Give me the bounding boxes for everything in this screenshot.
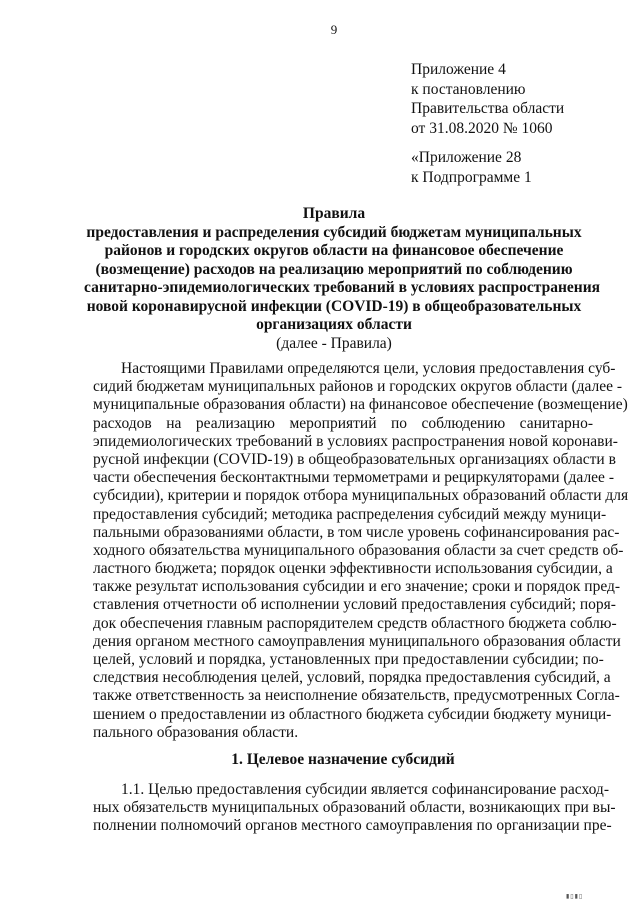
paragraph-line: ходного обязательства муниципального образования области за счет средств об- <box>93 541 624 559</box>
paragraph-line: Настоящими Правилами определяются цели, условия предоставления суб- <box>121 360 616 377</box>
paragraph-line: 1.1. Целью предоставления субсидии является софинансирование расход- <box>121 781 609 798</box>
page-number: 9 <box>330 22 338 37</box>
intro-paragraph <box>93 360 629 742</box>
paragraph-line: расходов на реализацию мероприятий по соблюдению санитарно- <box>93 414 593 432</box>
paragraph-line: дения органом местного самоуправления муниципального образования области <box>93 632 621 650</box>
paragraph-line: док обеспечения главным распорядителем средств областного бюджета соблю- <box>93 614 617 632</box>
paragraph-line: также ответственность за неисполнение обязательств, предусмотренных Согла- <box>93 687 620 705</box>
paragraph-line: муниципальные образования области) на финансовое обеспечение (возмещение) <box>93 396 628 414</box>
subprogram-line: к Подпрограмме 1 <box>411 168 532 186</box>
paragraph-1-1 <box>93 781 616 836</box>
paragraph-line: субсидии), критерии и порядок отбора муниципальных образований области для <box>93 487 629 505</box>
paragraph-line: пальными образованиями области, в том числе уровень софинансирования рас- <box>93 523 620 541</box>
paragraph-line: следствия несоблюдения целей, условий, порядка предоставления субсидий, а <box>93 669 611 687</box>
title-line: новой коронавирусной инфекции (COVID-19) в общеобразовательных <box>86 297 582 315</box>
paragraph-line: полнении полномочий органов местного самоуправления по организации пре- <box>93 817 612 835</box>
paragraph-line: ставления отчетности об исполнении условий предоставления субсидий; поря- <box>93 596 616 614</box>
document-title <box>84 205 601 353</box>
paragraph-line: пального образования области. <box>93 723 299 741</box>
title-line: санитарно-эпидемиологических требований в условиях распространения <box>84 279 601 296</box>
scan-mark: ▮▯▮▯ <box>566 894 584 900</box>
title-line: районов и городских округов области на финансовое обеспечение <box>104 242 564 259</box>
appendix-line: от 31.08.2020 № 1060 <box>411 119 553 137</box>
paragraph-line: ластного бюджета; порядок оценки эффективности использования субсидии, а <box>93 560 613 578</box>
subprogram-reference <box>411 148 532 187</box>
title-heading: Правила <box>302 205 366 222</box>
appendix-line: Приложение 4 <box>411 61 506 78</box>
paragraph-line: целей, условий и порядка, установленных при предоставлении субсидии; по- <box>93 651 604 668</box>
title-line: предоставления и распределения субсидий бюджетам муниципальных <box>86 223 582 241</box>
paragraph-line: ных обязательств муниципальных образований области, возникающих при вы- <box>93 799 616 817</box>
appendix-line: Правительства области <box>411 100 565 117</box>
appendix-line: к постановлению <box>411 80 526 98</box>
paragraph-line: эпидемиологических требований в условиях распространения новой коронави- <box>93 432 618 450</box>
paragraph-line: также результат использования субсидии и его значение; сроки и порядок пред- <box>93 578 621 596</box>
title-short-name: (далее - Правила) <box>276 334 392 352</box>
title-line: (возмещение) расходов на реализацию мероприятий по соблюдению <box>95 260 573 278</box>
paragraph-line: части обеспечения бесконтактными термометрами и рециркуляторами (далее - <box>93 469 614 487</box>
section-heading: 1. Целевое назначение субсидий <box>231 751 455 768</box>
paragraph-line: предоставления субсидий; методика распределения субсидий между муници- <box>93 505 607 523</box>
subprogram-line: «Приложение 28 <box>411 149 522 166</box>
title-line: организациях области <box>256 316 412 333</box>
paragraph-line: шением о предоставлении из областного бюджета субсидии бюджету муници- <box>93 705 612 723</box>
paragraph-line: сидий бюджетам муниципальных районов и городских округов области (далее - <box>93 378 623 396</box>
appendix-reference <box>411 60 564 138</box>
paragraph-line: русной инфекции (COVID-19) в общеобразовательных организациях области в <box>93 450 616 468</box>
